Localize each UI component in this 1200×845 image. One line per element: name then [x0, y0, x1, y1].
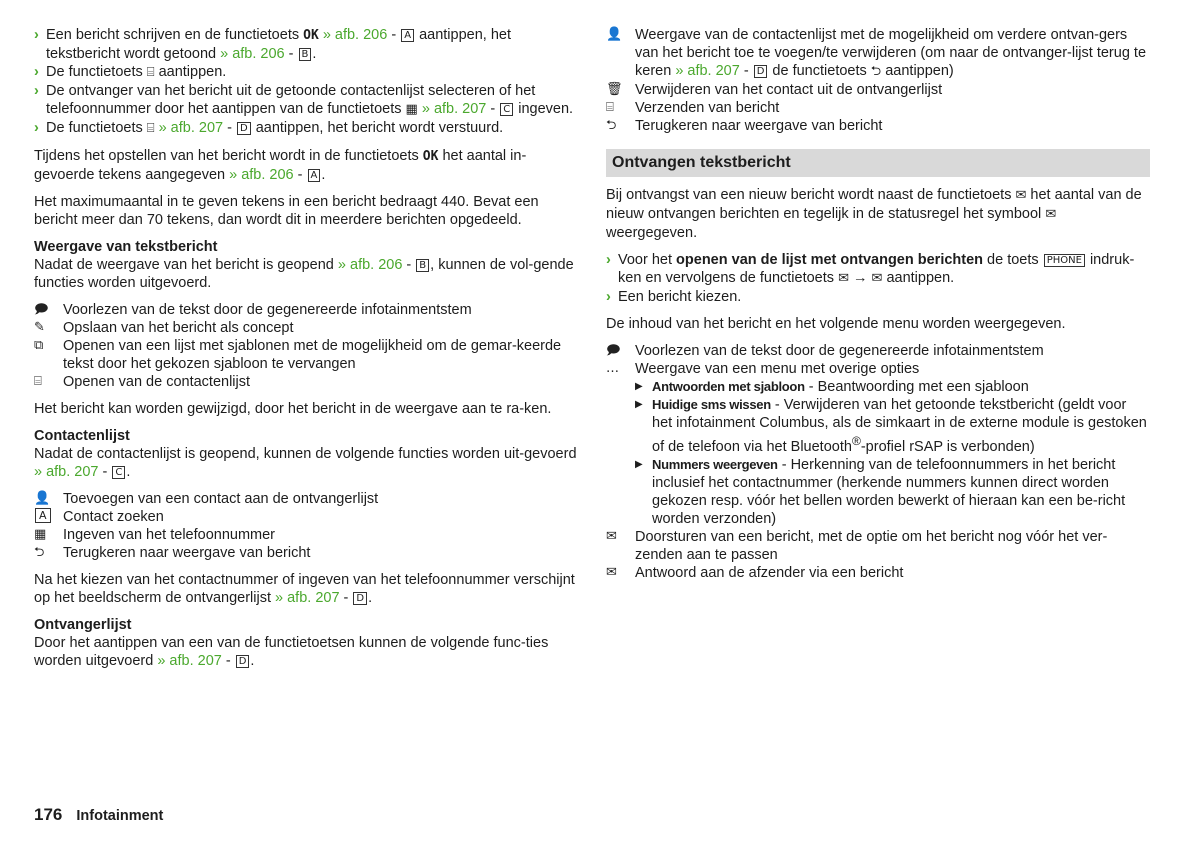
- list-item: 🗩 Voorlezen van de tekst door de gegenereerde infotainmentstem: [34, 302, 472, 318]
- callout-key: C: [112, 466, 125, 479]
- envelope-icon: ✉: [1045, 207, 1057, 222]
- note-weergave: Het bericht kan worden gewijzigd, door het bericht in de weergave aan te ra-ken.: [34, 401, 552, 417]
- envelope-icon: ✉: [838, 271, 849, 286]
- figure-link[interactable]: » afb. 206: [322, 27, 388, 43]
- figure-link[interactable]: » afb. 207: [158, 120, 224, 136]
- send-icon: ⌸: [606, 100, 614, 115]
- callout-key: B: [416, 259, 429, 272]
- list-item: … Weergave van een menu met overige opties: [606, 361, 920, 377]
- step-1: › Een bericht schrijven en de functietoets OK » afb. 206 - A aantippen, het tekstbericht wordt getoond » afb. 206 - B .: [34, 27, 511, 62]
- page-number: 176: [34, 805, 63, 824]
- ok-key-icon: OK: [422, 149, 439, 164]
- chevron-icon: ›: [34, 27, 39, 43]
- submenu-item: ▶ Huidige sms wissen - Verwijderen van het getoonde tekstbericht (geldt voor het infotainment Columbus, als de simkaart in de externe module is gestoken of de telefoon via het Bluetooth®-profiel rSAP is verbonden): [635, 397, 1147, 455]
- callout-key: D: [237, 122, 251, 135]
- instruction-steps: [34, 26, 580, 138]
- speech-icon: 🗩: [34, 302, 49, 317]
- figure-link[interactable]: » afb. 207: [34, 464, 99, 480]
- step-1: › Voor het openen van de lijst met ontvangen berichten de toets PHONE indruk-ken en vervolgens de functietoets ✉ → ✉ aantippen.: [606, 252, 1135, 286]
- list-item: 👤 Toevoegen van een contact aan de ontvangerlijst: [34, 491, 379, 507]
- list-item: ▦ Ingeven van het telefoonnummer: [34, 527, 275, 543]
- submenu-item: ▶ Antwoorden met sjabloon - Beantwoording met een sjabloon: [635, 379, 1029, 395]
- list-item: ✉ Antwoord aan de afzender via een bericht: [606, 564, 904, 581]
- list-item: 🗩 Voorlezen van de tekst door de gegenereerde infotainmentstem: [606, 343, 1044, 359]
- step-2: › Een bericht kiezen.: [606, 289, 742, 305]
- figure-link[interactable]: » afb. 207: [675, 63, 740, 79]
- paragraph-max-characters: Het maximumaantal in te geven tekens in een bericht bedraagt 440. Bevat een bericht meer dan 70 tekens, dan wordt dit in meerdere berichten opgedeeld.: [34, 194, 539, 228]
- page-footer: [34, 806, 163, 825]
- trash-icon: 🗑: [606, 82, 623, 97]
- phone-key-icon: PHONE: [1044, 254, 1085, 267]
- list-item: ⧉ Openen van een lijst met sjablonen met de mogelijkheid om de gemar-keerde tekst door het gekozen sjabloon te vervangen: [34, 338, 562, 372]
- paragraph-character-count: Tijdens het opstellen van het bericht wordt in de functietoets OK het aantal in-gevoerde tekens aangegeven » afb. 206 - A .: [34, 148, 527, 183]
- section-weergave: [34, 238, 580, 418]
- function-list-received: [606, 342, 1150, 582]
- intro-contactenlijst: Nadat de contactenlijst is geopend, kunnen de volgende functies worden uit-gevoerd » afb. 207 - C .: [34, 446, 577, 480]
- step-4: › De functietoets ⌸ » afb. 207 - D aantippen, het bericht wordt verstuurd.: [34, 120, 504, 136]
- chevron-icon: ›: [34, 120, 39, 136]
- step-3: › De ontvanger van het bericht uit de getoonde contactenlijst selecteren of het telefoonnummer door het aantippen van de functietoets ▦ » afb. 207 - C ingeven.: [34, 83, 574, 117]
- speech-icon: 🗩: [606, 343, 621, 358]
- back-arrow-icon: ⮌: [870, 64, 882, 79]
- intro-ontvangerlijst: Door het aantippen van een van de functietoetsen kunnen de volgende func-ties worden uitgevoerd » afb. 207 - D .: [34, 635, 549, 669]
- note-contactenlijst: Na het kiezen van het contactnummer of ingeven van het telefoonnummer verschijnt op het beeldscherm de ontvangerlijst » afb. 207 - D .: [34, 572, 575, 606]
- reply-icon: ✉: [606, 564, 617, 580]
- left-column: [34, 26, 580, 670]
- chapter-name: Infotainment: [76, 808, 164, 824]
- callout-key: D: [236, 655, 250, 668]
- callout-key: A: [401, 29, 414, 42]
- right-column: [606, 26, 1150, 582]
- function-list-ontvangerlijst: [606, 26, 1150, 135]
- forward-icon: ✉: [606, 528, 617, 544]
- contacts-icon: ⌸: [146, 65, 155, 80]
- figure-link[interactable]: » afb. 207: [275, 590, 340, 606]
- draft-icon: ✎: [34, 320, 45, 335]
- list-item: ⌸ Openen van de contactenlijst: [34, 374, 251, 390]
- chevron-icon: ›: [34, 64, 39, 80]
- callout-key: B: [299, 48, 312, 61]
- submenu-list: [606, 378, 1150, 528]
- list-item: ⌸ Verzenden van bericht: [606, 100, 780, 116]
- figure-link[interactable]: » afb. 206: [220, 46, 285, 62]
- paragraph-content: De inhoud van het bericht en het volgende menu worden weergegeven.: [606, 316, 1066, 332]
- list-item: ⮌ Terugkeren naar weergave van bericht: [34, 545, 311, 561]
- template-icon: ⧉: [34, 338, 44, 353]
- step-2: › De functietoets ⌸ aantippen.: [34, 64, 227, 80]
- person-icon: 👤: [34, 491, 51, 506]
- heading-ontvangerlijst: Ontvangerlijst: [34, 617, 132, 633]
- triangle-icon: ▶: [635, 458, 643, 470]
- back-arrow-icon: ⮌: [606, 118, 617, 133]
- function-list-weergave: [34, 301, 580, 391]
- figure-link[interactable]: » afb. 206: [229, 167, 294, 183]
- function-list-contactenlijst: [34, 490, 580, 562]
- list-item: 🗑 Verwijderen van het contact uit de ontvangerlijst: [606, 82, 943, 98]
- instruction-steps-received: [606, 251, 1150, 306]
- chevron-icon: ›: [606, 289, 611, 305]
- chevron-icon: ›: [34, 83, 39, 99]
- paragraph-new-message: Bij ontvangst van een nieuw bericht wordt naast de functietoets ✉ het aantal van de nieuw ontvangen berichten en tegelijk in de statusregel het symbool ✉ weergegeven.: [606, 187, 1142, 241]
- triangle-icon: ▶: [635, 399, 643, 410]
- back-arrow-icon: ⮌: [34, 545, 45, 560]
- heading-contactenlijst: Contactenlijst: [34, 428, 130, 444]
- keypad-icon: ▦: [405, 102, 418, 117]
- section-contactenlijst: [34, 427, 580, 607]
- section-ontvangerlijst: [34, 616, 580, 670]
- section-title-ontvangen: Ontvangen tekstbericht: [606, 149, 1150, 177]
- search-key-icon: A: [35, 508, 51, 523]
- list-item: ✎ Opslaan van het bericht als concept: [34, 320, 294, 336]
- ok-key-icon: OK: [303, 28, 319, 43]
- figure-link[interactable]: » afb. 206: [337, 257, 403, 273]
- more-icon: …: [606, 361, 619, 376]
- submenu-item: ▶ Nummers weergeven - Herkenning van de telefoonnummers in het bericht inclusief het contactnummer (herkende nummers kunnen direct worden gekozen resp. vóór het bellen worden bewerkt of hieraan kan een be-richt worden verzonden): [635, 456, 1126, 527]
- intro-weergave: Nadat de weergave van het bericht is geopend » afb. 206 - B , kunnen de vol-gende functies worden uitgevoerd.: [34, 257, 574, 291]
- inbox-icon: ✉: [871, 271, 883, 286]
- heading-weergave: Weergave van tekstbericht: [34, 239, 218, 255]
- callout-key: A: [308, 169, 321, 182]
- callout-key: D: [754, 65, 768, 78]
- send-icon: ⌸: [146, 121, 155, 136]
- list-item: 👤 Weergave van de contactenlijst met de mogelijkheid om verdere ontvan-gers van het bericht toe te voegen/te verwijderen (om naar de ontvanger-lijst terug te keren » afb. 207 - D de functietoets ⮌ aantippen): [606, 27, 1147, 79]
- figure-link[interactable]: » afb. 207: [421, 101, 487, 117]
- list-item: ⮌ Terugkeren naar weergave van bericht: [606, 118, 883, 134]
- figure-link[interactable]: » afb. 207: [157, 653, 222, 669]
- triangle-icon: ▶: [635, 381, 643, 392]
- callout-key: D: [353, 592, 367, 605]
- keypad-icon: ▦: [34, 527, 47, 542]
- chevron-icon: ›: [606, 252, 611, 268]
- person-icon: 👤: [606, 27, 623, 42]
- envelope-icon: ✉: [1015, 188, 1027, 203]
- callout-key: C: [500, 103, 513, 116]
- contacts-icon: ⌸: [34, 374, 42, 389]
- list-item: ✉ Doorsturen van een bericht, met de optie om het bericht nog vóór het ver-zenden aan te passen: [606, 528, 1108, 563]
- list-item: A Contact zoeken: [34, 508, 580, 526]
